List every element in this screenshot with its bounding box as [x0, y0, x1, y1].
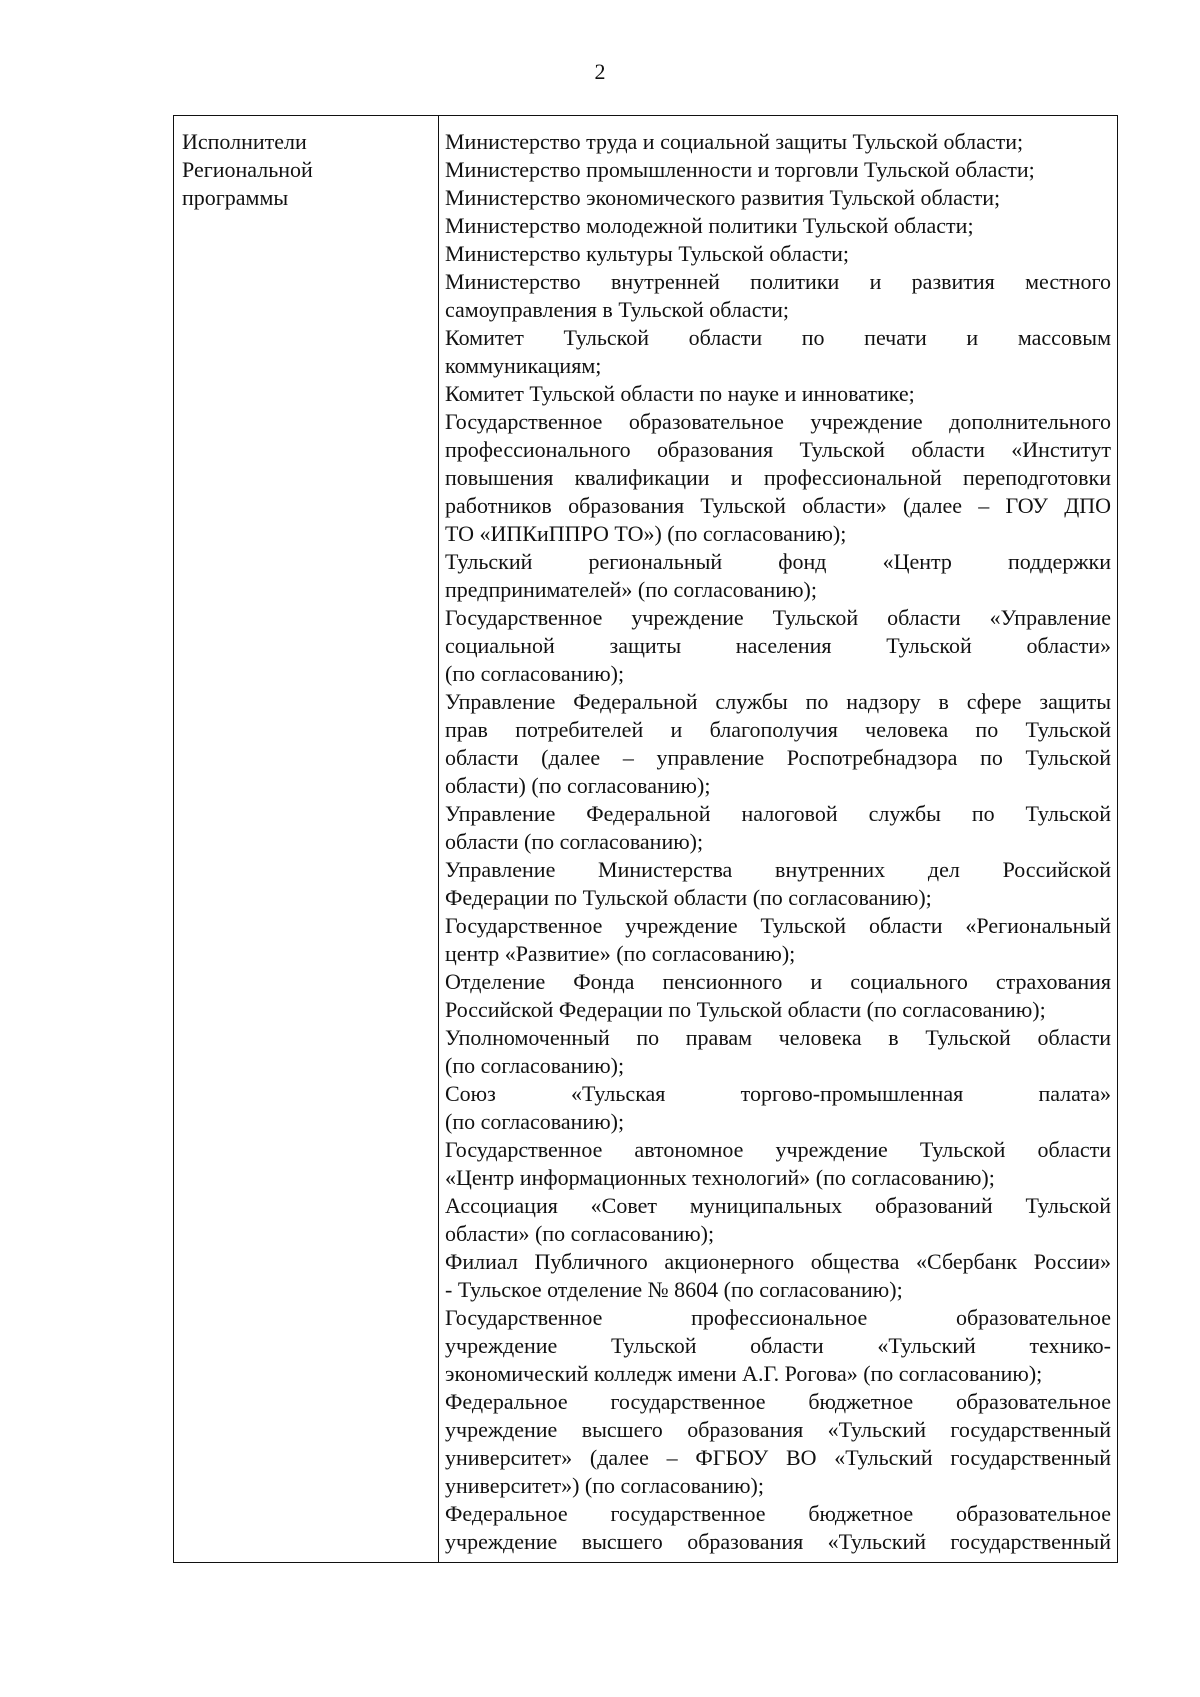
executor-item [445, 912, 1111, 968]
executor-item-line: (по согласованию); [445, 661, 625, 686]
executor-item-line: Государственное учреждение Тульской области «Управление [445, 605, 1111, 630]
executor-item [445, 268, 1111, 324]
executor-item-line: области» (по согласованию); [445, 1221, 715, 1246]
executor-item [445, 856, 1111, 912]
executor-item [445, 408, 1111, 548]
executor-item-line: прав потребителей и благополучия человека по Тульской [445, 717, 1111, 742]
executors-label-line: программы [182, 185, 289, 210]
executor-item [445, 1248, 1111, 1304]
executor-item [445, 240, 1111, 268]
executor-item [445, 604, 1111, 688]
executor-item [445, 1192, 1111, 1248]
executor-item-line: Комитет Тульской области по науке и инноватике; [445, 381, 915, 406]
executor-item-line: Тульский региональный фонд «Центр поддержки [445, 549, 1111, 574]
executor-item [445, 1304, 1111, 1388]
executor-item-line: предпринимателей» (по согласованию); [445, 577, 817, 602]
executor-item-line: центр «Развитие» (по согласованию); [445, 941, 796, 966]
executor-item-line: профессионального образования Тульской области «Институт [445, 437, 1111, 462]
executor-item-line: Комитет Тульской области по печати и массовым [445, 325, 1111, 350]
executor-item [445, 1136, 1111, 1192]
executor-item-line: работников образования Тульской области» (далее – ГОУ ДПО [445, 493, 1111, 518]
executor-item-line: Министерство культуры Тульской области; [445, 241, 849, 266]
executor-item-line: Государственное учреждение Тульской области «Региональный [445, 913, 1111, 938]
executor-item-line: учреждение высшего образования «Тульский государственный [445, 1417, 1111, 1442]
executor-item-line: Отделение Фонда пенсионного и социального страхования [445, 969, 1111, 994]
executor-item-line: повышения квалификации и профессиональной переподготовки [445, 465, 1111, 490]
executors-label-line: Исполнители [182, 129, 307, 154]
executor-item [445, 1388, 1111, 1500]
executor-item-line: учреждение Тульской области «Тульский технико- [445, 1333, 1111, 1358]
executor-item-line: Управление Федеральной службы по надзору в сфере защиты [445, 689, 1111, 714]
executor-item [445, 968, 1111, 1024]
executor-item [445, 548, 1111, 604]
executor-item [445, 184, 1111, 212]
executor-item-line: Министерство труда и социальной защиты Тульской области; [445, 129, 1024, 154]
executor-item-line: учреждение высшего образования «Тульский государственный [445, 1529, 1111, 1554]
executor-item-line: области) (по согласованию); [445, 773, 711, 798]
executor-item-line: (по согласованию); [445, 1053, 625, 1078]
executor-item [445, 1024, 1111, 1080]
executor-item-line: Управление Федеральной налоговой службы по Тульской [445, 801, 1111, 826]
executor-item-line: самоуправления в Тульской области; [445, 297, 789, 322]
executor-item-line: Федерации по Тульской области (по согласованию); [445, 885, 932, 910]
executor-item [445, 1080, 1111, 1136]
executor-item-line: Государственное образовательное учреждение дополнительного [445, 409, 1111, 434]
executor-item [445, 800, 1111, 856]
executor-item-line: экономический колледж имени А.Г. Рогова» (по согласованию); [445, 1361, 1043, 1386]
executor-item-line: области (далее – управление Роспотребнадзора по Тульской [445, 745, 1111, 770]
executors-label-line: Региональной [182, 157, 313, 182]
executors-list-cell [439, 116, 1117, 1562]
executor-item-line: университет» (далее – ФГБОУ ВО «Тульский государственный [445, 1445, 1111, 1470]
executor-item [445, 380, 1111, 408]
executor-item-line: области (по согласованию); [445, 829, 704, 854]
executor-item [445, 212, 1111, 240]
program-executors-table [173, 115, 1118, 1563]
executor-item-line: (по согласованию); [445, 1109, 625, 1134]
executor-item-line: Ассоциация «Совет муниципальных образований Тульской [445, 1193, 1111, 1218]
executor-item-line: Министерство промышленности и торговли Тульской области; [445, 157, 1035, 182]
executor-item-line: Министерство экономического развития Тульской области; [445, 185, 1001, 210]
executor-item-line: Министерство молодежной политики Тульской области; [445, 213, 974, 238]
executor-item-line: Государственное профессиональное образовательное [445, 1305, 1111, 1330]
executor-item-line: Федеральное государственное бюджетное образовательное [445, 1389, 1111, 1414]
executor-item-line: Управление Министерства внутренних дел Российской [445, 857, 1111, 882]
executor-item-line: Министерство внутренней политики и развития местного [445, 269, 1111, 294]
executor-item [445, 1500, 1111, 1556]
executor-item-line: социальной защиты населения Тульской области» [445, 633, 1111, 658]
executor-item-line: «Центр информационных технологий» (по согласованию); [445, 1165, 995, 1190]
executor-item [445, 128, 1111, 156]
page-number: 2 [594, 59, 606, 84]
executor-item-line: Государственное автономное учреждение Тульской области [445, 1137, 1111, 1162]
executor-item-line: ТО «ИПКиППРО ТО») (по согласованию); [445, 521, 847, 546]
executors-label-cell [174, 116, 439, 1562]
executor-item-line: Союз «Тульская торгово-промышленная палата» [445, 1081, 1111, 1106]
executor-item [445, 688, 1111, 800]
executor-item-line: Федеральное государственное бюджетное образовательное [445, 1501, 1111, 1526]
executor-item-line: Филиал Публичного акционерного общества «Сбербанк России» [445, 1249, 1111, 1274]
executor-item-line: университет») (по согласованию); [445, 1473, 764, 1498]
executor-item-line: Российской Федерации по Тульской области (по согласованию); [445, 997, 1046, 1022]
executor-item-line: - Тульское отделение № 8604 (по согласованию); [445, 1277, 903, 1302]
executor-item-line: Уполномоченный по правам человека в Тульской области [445, 1025, 1111, 1050]
executor-item-line: коммуникациям; [445, 353, 602, 378]
executor-item [445, 324, 1111, 380]
executor-item [445, 156, 1111, 184]
